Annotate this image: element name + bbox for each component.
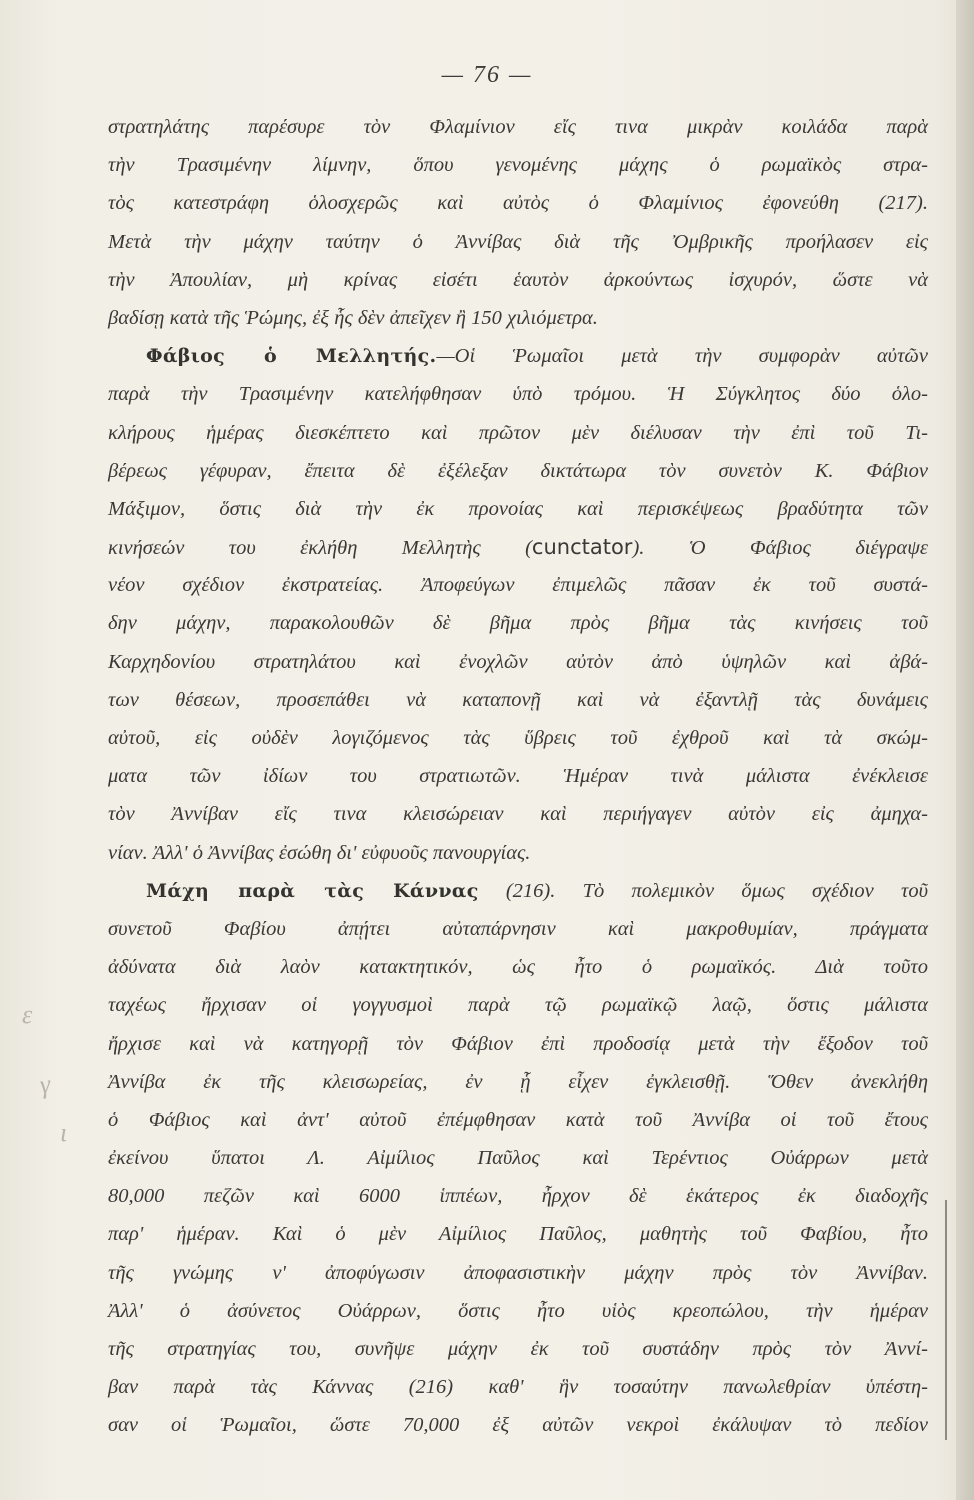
faded-margin-writing: γ: [37, 1069, 53, 1100]
text-run: τὴν Ἀπουλίαν, μὴ κρίνας εἰσέτι ἑαυτὸν ἀρκούντως ἰσχυρόν, ὥστε νὰ: [108, 268, 928, 291]
text-line: [108, 604, 928, 642]
text-run: ματα τῶν ἰδίων του στρατιωτῶν. Ἡμέραν τινὰ μάλιστα ἐνέκλεισε: [108, 765, 928, 788]
text-line: [108, 261, 928, 299]
text-line: [108, 146, 928, 184]
text-line: [108, 1292, 928, 1330]
text-run: τὸς κατεστράφη ὁλοσχερῶς καὶ αὐτὸς ὁ Φλαμίνιος ἐφονεύθη (217).: [108, 192, 928, 215]
text-run: κλήρους ἡμέρας διεσκέπτετο καὶ πρῶτον μὲν διέλυσαν τὴν ἐπὶ τοῦ Τι-: [108, 421, 928, 444]
section-heading: Φάβιος ὁ Μελλητής.: [146, 345, 437, 368]
text-run: βαδίσῃ κατὰ τῆς Ῥώμης, ἐξ ἧς δὲν ἀπεῖχεν ἢ 150 χιλιόμετρα.: [108, 306, 598, 329]
text-run: τὸν Ἀννίβαν εἴς τινα κλεισώρειαν καὶ περιήγαγεν αὐτὸν εἰς ἀμηχα-: [108, 803, 928, 826]
text-run: Μετὰ τὴν μάχην ταύτην ὁ Ἀννίβας διὰ τῆς Ὀμβρικῆς προήλασεν εἰς: [108, 230, 928, 253]
text-line: [108, 910, 928, 948]
text-run: ὁ Φάβιος καὶ ἀντ' αὐτοῦ ἐπέμφθησαν κατὰ τοῦ Ἀννίβα οἱ τοῦ ἔτους: [108, 1108, 928, 1131]
body-text: [108, 108, 928, 1445]
text-run: —Οἱ Ῥωμαῖοι μετὰ τὴν συμφορὰν αὐτῶν: [436, 345, 928, 368]
latin-term: cunctator: [531, 535, 633, 560]
text-run: τῆς στρατηγίας του, συνῆψε μάχην ἐκ τοῦ συστάδην πρὸς τὸν Ἀννί-: [108, 1338, 928, 1360]
text-run: αὐτοῦ, εἰς οὐδὲν λογιζόμενος τὰς ὕβρεις τοῦ ἐχθροῦ καὶ τὰ σκώμ-: [108, 727, 928, 749]
text-run: τῆς γνώμης ν' ἀποφύγωσιν ἀποφασιστικὴν μάχην πρὸς τὸν Ἀννίβαν.: [108, 1261, 928, 1284]
text-line: [108, 375, 928, 413]
text-run: κινήσεών του ἐκλήθη Μελλητὴς (: [108, 537, 532, 560]
text-line: [108, 1101, 928, 1139]
text-line: [108, 834, 928, 872]
text-line: [108, 1330, 928, 1368]
text-run: βαν παρὰ τὰς Κάννας (216) καθ' ἣν τοσαύτην πανωλεθρίαν ὑπέστη-: [108, 1376, 928, 1399]
text-line: [108, 223, 928, 261]
text-line: [108, 757, 928, 795]
page-number: — 76 —: [441, 62, 533, 88]
text-line: [108, 872, 928, 910]
text-run: δην μάχην, παρακολουθῶν δὲ βῆμα πρὸς βῆμα τὰς κινήσεις τοῦ: [108, 612, 928, 635]
section-heading: Μάχη παρὰ τὰς Κάννας: [146, 879, 479, 902]
text-line: [108, 1025, 928, 1063]
text-run: σαν οἱ Ῥωμαῖοι, ὥστε 70,000 ἐξ αὐτῶν νεκροὶ ἐκάλυψαν τὸ πεδίον: [108, 1414, 928, 1437]
text-line: [108, 528, 928, 566]
text-run: βέρεως γέφυραν, ἔπειτα δὲ ἐξέλεξαν δικτάτωρα τὸν συνετὸν Κ. Φάβιον: [108, 459, 928, 482]
text-line: [108, 643, 928, 681]
text-line: [108, 566, 928, 604]
text-run: τὴν Τρασιμένην λίμνην, ὅπου γενομένης μάχης ὁ ρωμαϊκὸς στρα-: [108, 154, 928, 177]
text-line: [108, 948, 928, 986]
text-line: [108, 681, 928, 719]
text-line: [108, 1254, 928, 1292]
text-line: [108, 108, 928, 146]
text-run: ). Ὁ Φάβιος διέγραψε: [632, 537, 928, 560]
text-run: ἤρχισε καὶ νὰ κατηγορῇ τὸν Φάβιον ἐπὶ προδοσίᾳ μετὰ τὴν ἔξοδον τοῦ: [108, 1032, 928, 1055]
text-line: [108, 1406, 928, 1444]
page-edge-shadow: [945, 1200, 947, 1440]
text-run: Καρχηδονίου στρατηλάτου καὶ ἐνοχλῶν αὐτὸν ἀπὸ ὑψηλῶν καὶ ἀβά-: [108, 650, 928, 673]
text-run: Ἀννίβα ἐκ τῆς κλεισωρείας, ἐν ᾗ εἶχεν ἐγκλεισθῇ. Ὅθεν ἀνεκλήθη: [108, 1070, 928, 1093]
text-line: [108, 184, 928, 222]
text-run: Ἀλλ' ὁ ἀσύνετος Οὐάρρων, ὅστις ἦτο υἱὸς κρεοπώλου, τὴν ἡμέραν: [108, 1299, 928, 1322]
text-run: στρατηλάτης παρέσυρε τὸν Φλαμίνιον εἴς τινα μικρὰν κοιλάδα παρὰ: [108, 116, 928, 138]
text-run: συνετοῦ Φαβίου ἀπῄτει αὐταπάρνησιν καὶ μακροθυμίαν, πράγματα: [108, 917, 928, 940]
faded-margin-writing: ε: [22, 1000, 33, 1029]
text-run: Μάξιμον, ὅστις διὰ τὴν ἐκ προνοίας καὶ περισκέψεως βραδύτητα τῶν: [108, 497, 928, 520]
text-run: ἐκείνου ὕπατοι Λ. Αἰμίλιος Παῦλος καὶ Τερέντιος Οὐάρρων μετὰ: [108, 1147, 928, 1170]
text-line: [108, 490, 928, 528]
text-line: [108, 1139, 928, 1177]
faded-margin-writing: ι: [60, 1118, 68, 1147]
text-line: [108, 1063, 928, 1101]
page-edge: [956, 0, 974, 1500]
text-line: [108, 299, 928, 337]
text-line: [108, 1177, 928, 1215]
text-line: [108, 337, 928, 375]
text-run: παρὰ τὴν Τρασιμένην κατελήφθησαν ὑπὸ τρόμου. Ἡ Σύγκλητος δύο ὁλο-: [108, 383, 928, 406]
text-line: [108, 1215, 928, 1253]
text-run: ἀδύνατα διὰ λαὸν κατακτητικόν, ὡς ἦτο ὁ ρωμαϊκός. Διὰ τοῦτο: [108, 956, 928, 979]
text-run: παρ' ἡμέραν. Καὶ ὁ μὲν Αἰμίλιος Παῦλος, μαθητὴς τοῦ Φαβίου, ἦτο: [108, 1223, 928, 1246]
text-run: των θέσεων, προσεπάθει νὰ καταπονῇ καὶ νὰ ἐξαντλῇ τὰς δυνάμεις: [108, 688, 928, 711]
text-run: 80,000 πεζῶν καὶ 6000 ἱππέων, ἦρχον δὲ ἑκάτερος ἐκ διαδοχῆς: [108, 1185, 928, 1208]
text-line: [108, 795, 928, 833]
text-line: [108, 414, 928, 452]
text-run: (216). Τὸ πολεμικὸν ὅμως σχέδιον τοῦ: [478, 879, 928, 902]
text-line: [108, 452, 928, 490]
text-run: ταχέως ἤρχισαν οἱ γογγυσμοὶ παρὰ τῷ ρωμαϊκῷ λαῷ, ὅστις μάλιστα: [108, 994, 928, 1017]
text-run: νέον σχέδιον ἐκστρατείας. Ἀποφεύγων ἐπιμελῶς πᾶσαν ἐκ τοῦ συστά-: [108, 574, 928, 597]
text-line: [108, 719, 928, 757]
text-run: νίαν. Ἀλλ' ὁ Ἀννίβας ἐσώθη δι' εὐφυοῦς πανουργίας.: [108, 841, 531, 864]
text-line: [108, 986, 928, 1024]
text-line: [108, 1368, 928, 1406]
